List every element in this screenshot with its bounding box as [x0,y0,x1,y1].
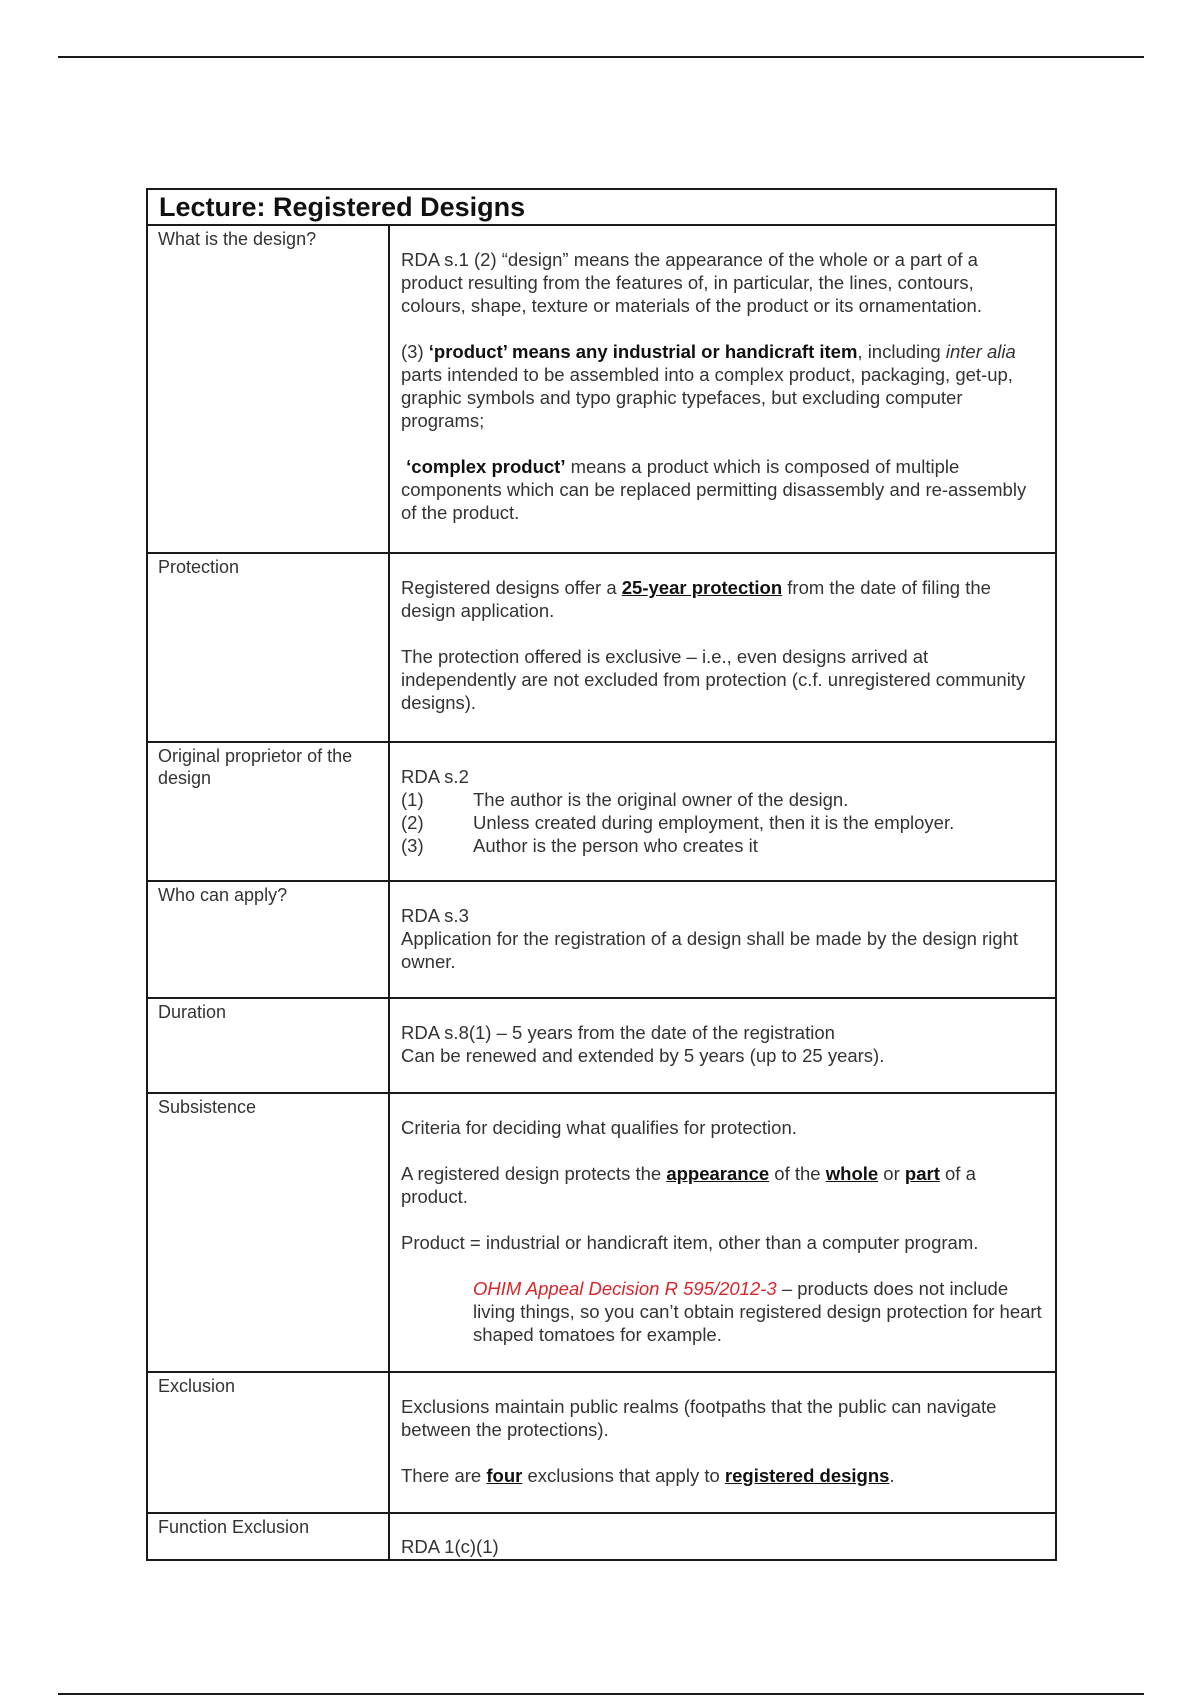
section-reference: RDA s.3 [401,905,469,926]
bold-text: ‘complex product’ [406,456,566,477]
text-span: Registered designs offer a [401,577,622,598]
paragraph [401,576,1043,622]
row-content [389,225,1056,553]
paragraph [401,455,1043,524]
paragraph: RDA s.1 (2) “design” means the appearance of the whole or a part of a product resulting from the features of, in particular, the lines, contours, colours, shape, texture or materials of the product or its ornamentation. [401,249,982,316]
row-label: Subsistence [147,1093,389,1372]
text-span: means a product which is composed of multiple components which can be replaced permitting disassembly and re-assembly of the product. [401,456,1027,523]
paragraph: Exclusions maintain public realms (footpaths that the public can navigate between the protections). [401,1396,997,1440]
case-citation [401,1277,1043,1346]
row-content [389,742,1056,881]
row-content [389,1372,1056,1513]
bold-underlined-text: registered designs [724,1465,890,1486]
row-content [389,1513,1056,1560]
table-row [147,1372,1056,1513]
text-span: parts intended to be assembled into a complex product, packaging, get-up, graphic symbols and typo graphic typefaces, but excluding computer programs; [401,364,1013,431]
row-label: Who can apply? [147,881,389,998]
header-rule [58,56,1144,58]
text-span: – products does not include living things, so you can’t obtain registered design protection for heart shaped tomatoes for example. [473,1278,1042,1345]
row-content [389,881,1056,998]
text-span: or [878,1163,905,1184]
table-row [147,1093,1056,1372]
table-row [147,881,1056,998]
footer-rule [58,1693,1144,1695]
list-item [401,811,1043,834]
italic-text: inter alia [945,341,1016,362]
paragraph [401,1162,1043,1208]
row-content [389,998,1056,1093]
text-span: , including [857,341,946,362]
bold-underlined-text: 25-year protection [621,577,783,598]
table-row [147,742,1056,881]
table-row [147,225,1056,553]
bold-underlined-text: appearance [666,1163,770,1184]
paragraph: The protection offered is exclusive – i.e., even designs arrived at independently are not excluded from protection (c.f. unregistered community designs). [401,646,1026,713]
paragraph: Can be renewed and extended by 5 years (up to 25 years). [401,1045,885,1066]
paragraph: Criteria for deciding what qualifies for protection. [401,1117,797,1138]
text-span: (3) [401,341,429,362]
text-span: exclusions that apply to [522,1465,725,1486]
paragraph: Product = industrial or handicraft item, other than a computer program. [401,1232,979,1253]
table-row [147,1513,1056,1560]
bold-underlined-text: four [486,1465,523,1486]
table-row [147,553,1056,742]
list-text: Unless created during employment, then it is the employer. [473,812,955,833]
row-label: What is the design? [147,225,389,553]
section-reference: RDA s.2 [401,766,469,787]
title-row [147,189,1056,225]
page-title: Lecture: Registered Designs [147,189,1056,225]
list-text: Author is the person who creates it [473,835,758,856]
paragraph: Application for the registration of a design shall be made by the design right owner. [401,928,1019,972]
list-text: The author is the original owner of the design. [473,789,849,810]
list-number: (1) [401,789,424,810]
text-span: There are [401,1465,487,1486]
list-number: (2) [401,812,424,833]
numbered-list [401,788,1043,857]
row-content [389,553,1056,742]
row-content [389,1093,1056,1372]
row-label: Protection [147,553,389,742]
list-item [401,834,1043,857]
table-row [147,998,1056,1093]
list-item [401,788,1043,811]
paragraph: RDA 1(c)(1) [401,1536,499,1557]
row-label: Original proprietor of the design [147,742,389,881]
row-label: Exclusion [147,1372,389,1513]
paragraph: RDA s.8(1) – 5 years from the date of the registration [401,1022,835,1043]
row-label: Duration [147,998,389,1093]
case-name: OHIM Appeal Decision R 595/2012-3 [473,1278,777,1299]
text-span: of a product. [401,1163,976,1207]
bold-text: ‘product’ means any industrial or handicraft item [428,341,858,362]
text-span: of the [769,1163,826,1184]
paragraph [401,340,1043,432]
text-span: from the date of filing the design application. [401,577,991,621]
bold-underlined-text: part [904,1163,940,1184]
row-label: Function Exclusion [147,1513,389,1560]
text-span: A registered design protects the [401,1163,667,1184]
paragraph [401,1464,1043,1487]
text-span: . [889,1465,895,1486]
bold-underlined-text: whole [825,1163,879,1184]
notes-table [146,188,1057,1561]
list-number: (3) [401,835,424,856]
